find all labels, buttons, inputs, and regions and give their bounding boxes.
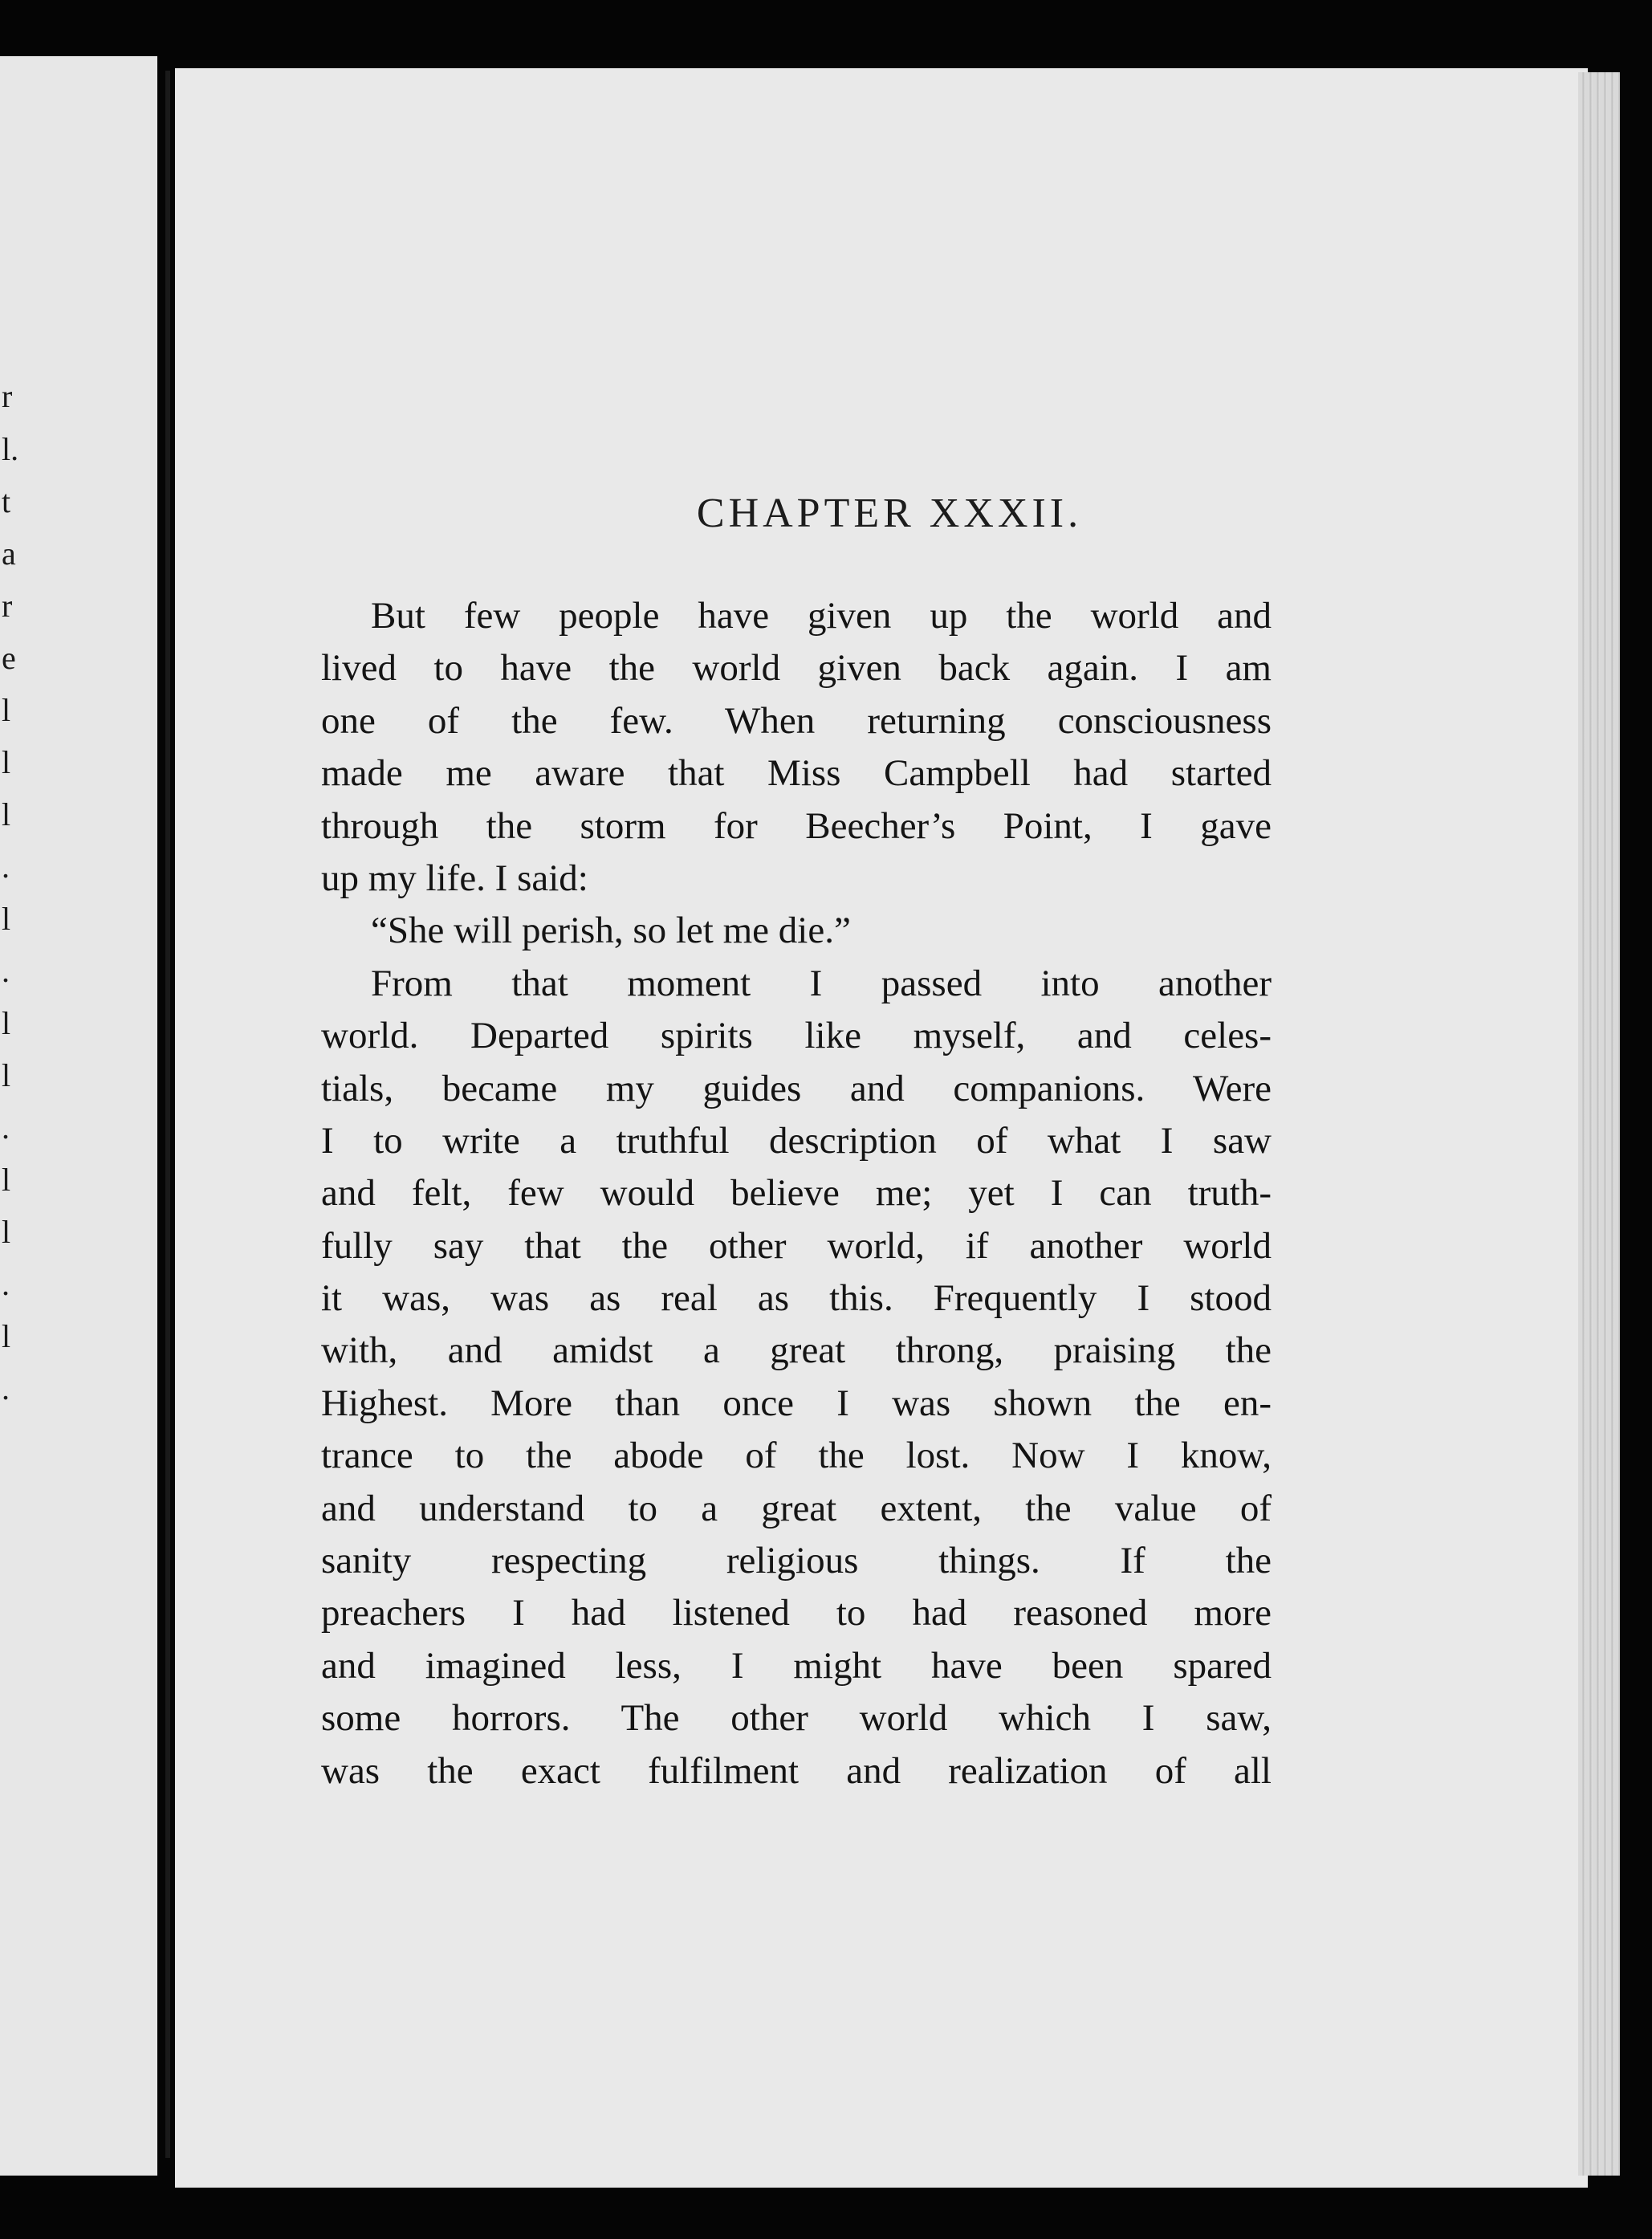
- previous-page-fragment: .: [2, 849, 10, 885]
- previous-page-fragment: .: [2, 1109, 10, 1146]
- text-line: tials, became my guides and companions. Were: [321, 1067, 1272, 1109]
- text-line: through the storm for Beecher’s Point, I gave: [321, 804, 1272, 847]
- previous-page-fragment: .: [2, 1370, 10, 1406]
- text-line: Highest. More than once I was shown the en-: [321, 1382, 1272, 1424]
- text-line: some horrors. The other world which I saw,: [321, 1697, 1272, 1740]
- previous-page-fragment: l: [2, 1318, 11, 1354]
- text-line: lived to have the world given back again. I am: [321, 647, 1272, 690]
- chapter-heading: CHAPTER XXXII.: [696, 491, 1083, 536]
- text-line: “She will perish, so let me die.”: [371, 910, 851, 952]
- page-stack-edge: [1578, 72, 1620, 2176]
- text-line: made me aware that Miss Campbell had started: [321, 752, 1272, 795]
- text-line: up my life. I said:: [321, 857, 588, 899]
- previous-page-fragment: .: [2, 953, 10, 989]
- text-line: fully say that the other world, if another world: [321, 1224, 1272, 1267]
- text-line: with, and amidst a great throng, praising the: [321, 1329, 1272, 1372]
- text-line: From that moment I passed into another: [371, 962, 1272, 1004]
- book-gutter: [165, 71, 170, 2158]
- text-line: trance to the abode of the lost. Now I know,: [321, 1435, 1272, 1477]
- previous-page-fragment: l: [2, 901, 11, 937]
- text-line: it was, was as real as this. Frequently I stood: [321, 1277, 1272, 1320]
- previous-page-fragment: r: [2, 378, 13, 414]
- text-line: But few people have given up the world and: [371, 595, 1272, 637]
- previous-page-fragment: l: [2, 1057, 11, 1093]
- text-line: one of the few. When returning consciousness: [321, 699, 1272, 742]
- text-line: preachers I had listened to had reasoned more: [321, 1592, 1272, 1634]
- text-line: world. Departed spirits like myself, and celes-: [321, 1015, 1272, 1057]
- previous-page-fragment: l: [2, 1005, 11, 1041]
- previous-page-fragment: e: [2, 640, 16, 676]
- previous-page-fragment: t: [2, 483, 11, 519]
- previous-page-fragment: .: [2, 1266, 10, 1302]
- previous-page-edge: [0, 56, 157, 2176]
- previous-page-fragment: l: [2, 692, 11, 728]
- text-line: and understand to a great extent, the value of: [321, 1487, 1272, 1529]
- text-line: and felt, few would believe me; yet I can truth-: [321, 1172, 1272, 1215]
- text-line: I to write a truthful description of what I saw: [321, 1119, 1272, 1162]
- previous-page-fragment: l.: [2, 431, 19, 467]
- text-line: was the exact fulfilment and realization of all: [321, 1749, 1272, 1792]
- previous-page-fragment: l: [2, 744, 11, 780]
- text-line: sanity respecting religious things. If the: [321, 1540, 1272, 1582]
- body-text: [321, 590, 1272, 1797]
- previous-page-fragment: r: [2, 588, 13, 624]
- previous-page-fragment: a: [2, 535, 16, 572]
- previous-page-fragment: l: [2, 1162, 11, 1198]
- previous-page-fragment: l: [2, 1214, 11, 1250]
- previous-page-fragment: l: [2, 796, 11, 833]
- text-line: and imagined less, I might have been spared: [321, 1644, 1272, 1687]
